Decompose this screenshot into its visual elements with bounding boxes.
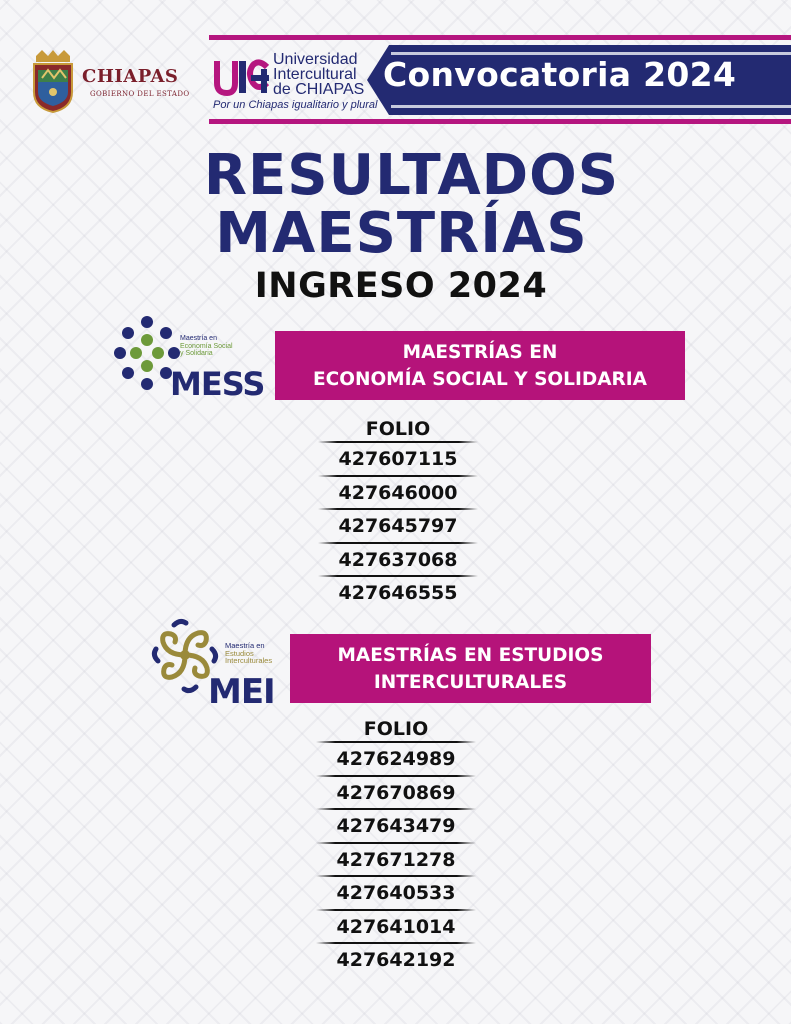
mess-caption-line: Maestría en — [180, 335, 217, 342]
folio-row — [316, 944, 476, 978]
banner-line: MAESTRÍAS EN ESTUDIOS — [337, 644, 604, 666]
folio-row — [318, 477, 478, 511]
folio-number: 427671278 — [336, 848, 456, 871]
university-name-line: Universidad — [273, 51, 358, 68]
chiapas-government-logo — [30, 48, 190, 118]
mei-folio-list — [316, 713, 476, 978]
university-name-line: Intercultural — [273, 66, 357, 83]
title-maestrias: MAESTRÍAS — [215, 201, 588, 266]
folio-row — [318, 577, 478, 611]
folio-row — [316, 911, 476, 945]
mess-logo — [110, 313, 265, 403]
chiapas-subtitle: GOBIERNO DEL ESTADO — [90, 90, 190, 98]
header-bottom-stripe — [209, 119, 791, 124]
chiapas-coat-of-arms-icon — [30, 48, 76, 114]
header-band — [209, 35, 791, 126]
header-top-stripe — [209, 35, 791, 40]
banner-line: INTERCULTURALES — [373, 671, 568, 693]
mei-logo — [150, 615, 280, 710]
folio-header-label: FOLIO — [365, 418, 431, 440]
chiapas-name: CHIAPAS — [82, 66, 179, 87]
mei-section-banner — [290, 634, 651, 703]
mei-caption-line: Estudios — [225, 648, 254, 658]
folio-header-label: FOLIO — [363, 718, 429, 740]
folio-number: 427645797 — [338, 515, 458, 537]
folio-row — [318, 544, 478, 578]
mei-logo-caption — [225, 642, 272, 665]
folio-row — [316, 743, 476, 777]
uich-logo-mark-icon — [213, 53, 273, 99]
folio-number: 427637068 — [338, 548, 458, 571]
folio-header — [318, 413, 478, 443]
folio-row — [316, 777, 476, 811]
folio-row — [318, 443, 478, 477]
folio-number: 427646000 — [338, 481, 458, 504]
folio-number: 427641014 — [336, 915, 456, 938]
banner-line: ECONOMÍA SOCIAL Y SOLIDARIA — [313, 368, 647, 390]
mei-logo-word: MEI — [208, 672, 275, 712]
mei-caption-line: Maestría en — [225, 641, 265, 650]
mess-logo-caption — [180, 335, 233, 358]
university-name — [273, 52, 364, 97]
folio-number: 427646555 — [338, 582, 458, 604]
folio-row — [316, 844, 476, 878]
folio-row — [316, 877, 476, 911]
banner-line: MAESTRÍAS EN — [402, 341, 558, 363]
mess-logo-word: MESS — [170, 365, 265, 403]
folio-row — [318, 510, 478, 544]
university-name-line: de CHIAPAS — [273, 81, 365, 98]
title-resultados: RESULTADOS — [203, 143, 620, 208]
mei-caption-line: Interculturales — [225, 656, 273, 665]
folio-number: 427624989 — [336, 748, 456, 770]
folio-row — [316, 810, 476, 844]
title-ingreso: INGRESO 2024 — [254, 266, 548, 306]
folio-number: 427640533 — [336, 882, 456, 904]
university-tagline: Por un Chiapas igualitario y plural — [213, 99, 378, 111]
mess-folio-list — [318, 413, 478, 611]
folio-number: 427642192 — [336, 949, 456, 971]
mess-caption-line: Economía Social — [180, 342, 233, 350]
folio-number: 427643479 — [336, 815, 456, 837]
folio-number: 427607115 — [338, 448, 458, 470]
convocatoria-text: Convocatoria 2024 — [383, 55, 737, 94]
folio-header — [316, 713, 476, 743]
mess-section-banner — [275, 331, 685, 400]
mess-caption-line: y Solidaria — [180, 350, 213, 357]
folio-number: 427670869 — [336, 781, 456, 804]
university-logo — [213, 49, 378, 119]
